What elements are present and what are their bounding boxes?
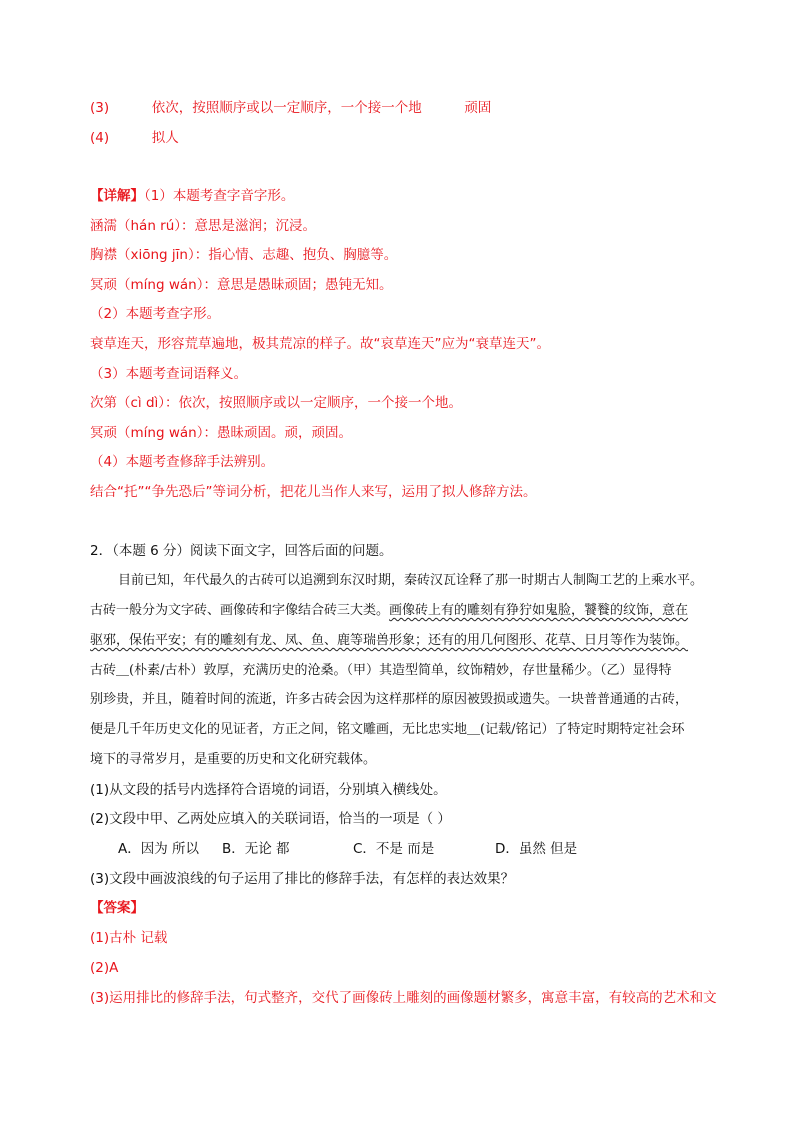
answer-4-row [90, 128, 179, 148]
detail-line-1: 【详解】（1）本题考查字音字形。 [90, 188, 295, 204]
answer-4-number: (4) [90, 130, 110, 146]
answer-3: (3)运用排比的修辞手法，句式整齐，交代了画像砖上雕刻的画像题材繁多，寓意丰富，有较高的艺术和文 [90, 990, 717, 1006]
passage-line-3 [90, 631, 688, 651]
passage-line-1: 目前已知，年代最久的古砖可以追溯到东汉时期，秦砖汉瓦诠释了那一时期古人制陶工艺的上乘水平。 [118, 573, 704, 588]
passage-line-5: 别珍贵，并且，随着时间的流逝，许多古砖会因为这样那样的原因被毁损或遗失。一块普普通通的古砖， [90, 692, 689, 707]
answer-header: 【答案】 [90, 900, 144, 916]
answer-2: (2)A [90, 960, 119, 976]
sub-question-1: (1)从文段的括号内选择符合语境的词语，分别填入横线处。 [90, 782, 447, 798]
option-d: D．虽然 但是 [495, 841, 578, 857]
answer-3-word: 顽固 [464, 100, 492, 116]
option-a: A．因为 所以 [118, 841, 200, 857]
wavy-sentence-end: 驱邪，保佑平安；有的雕刻有龙、凤、鱼、鹿等瑞兽形象；还有的用几何图形、花草、日月等作为装饰。 [90, 633, 689, 648]
passage-line-6: 便是几千年历史文化的见证者，方正之间，铭文雕画，无比忠实地＿(记载/铭记）了特定时期特定社会环 [90, 722, 685, 737]
detail-line-5: （2）本题考查字形。 [90, 306, 221, 322]
detail-line-6: 衰草连天，形容荒草遍地，极其荒凉的样子。故“哀草连天”应为“衰草连天”。 [90, 336, 550, 352]
sub-question-2: (2)文段中甲、乙两处应填入的关联词语，恰当的一项是（ ） [90, 811, 451, 827]
option-c: C．不是 而是 [353, 841, 435, 857]
sub-question-3: (3)文段中画波浪线的句子运用了排比的修辞手法，有怎样的表达效果？ [90, 871, 515, 887]
detail-line-7: （3）本题考查词语释义。 [90, 366, 248, 382]
wavy-sentence-start: 画像砖上有的雕刻有狰狞如鬼脸，饕餮的纹饰，意在 [389, 603, 689, 618]
detail-line-8: 次第（cì dì）：依次，按照顺序或以一定顺序，一个接一个地。 [90, 395, 463, 411]
passage-line-7: 境下的寻常岁月，是重要的历史和文化研究载体。 [90, 752, 377, 767]
passage-line-4: 古砖＿(朴素/古朴）敦厚，充满历史的沧桑。（甲）其造型简单，纹饰精妙，存世量稀少。（乙）显得特 [90, 663, 672, 678]
detail-line-10: （4）本题考查修辞手法辨别。 [90, 454, 275, 470]
detail-header: 【详解】 [90, 188, 144, 204]
answer-3-text: 依次，按照顺序或以一定顺序，一个接一个地 [151, 100, 422, 116]
passage-segment: 古砖一般分为文字砖、画像砖和字像结合砖三大类。 [90, 603, 390, 618]
answer-3-row [90, 98, 491, 118]
option-b: B．无论 都 [222, 841, 290, 857]
detail-line-3: 胸襟（xiōng jīn）：指心情、志趣、抱负、胸臆等。 [90, 247, 398, 263]
answer-4-text: 拟人 [151, 130, 179, 146]
answer-3-number: (3) [90, 100, 110, 116]
detail-line-11: 结合“托”“争先恐后”等词分析，把花儿当作人来写，运用了拟人修辞方法。 [90, 484, 537, 500]
detail-line-9: 冥顽（míng wán）：愚昧顽固。顽，顽固。 [90, 425, 352, 441]
passage-line-2 [90, 601, 688, 621]
detail-line-2: 涵濡（hán rú）：意思是滋润；沉浸。 [90, 218, 317, 234]
detail-line-4: 冥顽（míng wán）：意思是愚昧顽固；愚钝无知。 [90, 277, 393, 293]
answer-1: (1)古朴 记载 [90, 930, 168, 946]
question-2-title: 2．（本题 6 分）阅读下面文字，回答后面的问题。 [90, 543, 393, 559]
